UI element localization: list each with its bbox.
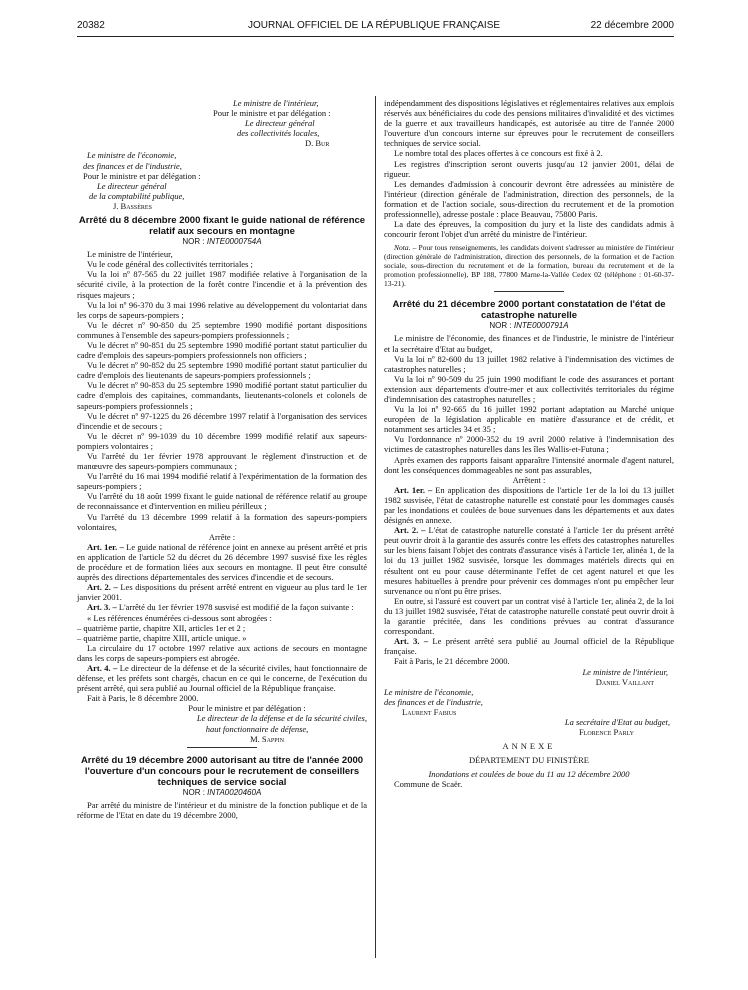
header-rule	[77, 36, 674, 37]
signing-date: Fait à Paris, le 21 décembre 2000.	[394, 656, 510, 667]
signature-economy-minister: Le ministre de l'économie, des finances et de l'industrie, Laurent Fabius	[384, 686, 483, 717]
issue-date: 22 décembre 2000	[590, 20, 674, 31]
signature-defense: Pour le ministre et par délégation : Le directeur de la défense et de la sécurité civiles, haut fonctionnaire de défense, M. Sappin	[188, 703, 367, 744]
article-3: Art. 3. – Le présent arrêté sera publié au Journal officiel de la République française.	[384, 636, 675, 657]
column-divider	[375, 96, 376, 958]
left-column: Le ministre de l'intérieur, Pour le ministre et par délégation : Le directeur général des collectivités locales, D. Bur Le ministre de l'économie, des finances et de l'industrie, Pour le ministre et par délégation : Le directeur général de la comptabilité publique, J. Bassères Arrêté du 8 décembre 2000 fixant le guide national de référence relatif aux secours en montagne NOR : INTE0000754A Le ministre de l'intérieur, Vu le code général des collectivités territoriales ; Vu la loi nº 87-565 du 22 juillet 1987 modifiée relative à l'organisation de la sécurité civile, à la protection de la forêt contre l'incendie et à la prévention des risques majeurs ; Vu la loi nº 96-370 du 3 mai 1996 relative au développement du volontariat dans les corps de sapeurs-pompiers ; Vu le décret nº 90-850 du 25 septembre 1990 modifié portant dispositions communes à l'ensemble des sapeurs-pompiers professionnels ; Vu le décret nº 90-851 du 25 septembre 1990 modifié portant statut particulier du cadre d'emplois des sapeurs-pompiers professionnels non officiers ; Vu le décret nº 90-852 du 25 septembre 1990 modifié portant statut particulier du cadre d'emplois des lieutenants de sapeurs-pompiers professionnels ; Vu le décret nº 90-853 du 25 septembre 1990 modifié portant statut particulier du cadre d'emplois des capitaines, commandants, lieutenants-colonels et colonels de sapeurs-pompiers professionnels ; Vu le décret nº 97-1225 du 26 décembre 1997 relatif à l'organisation des services d'incendie et de secours ; Vu le décret nº 99-1039 du 10 décembre 1999 modifié relatif aux sapeurs-pompiers volontaires ; Vu l'arrêté du 1er février 1978 approuvant le règlement d'instruction et de manœuvre des sapeurs-pompiers communaux ; Vu l'arrêté du 16 mai 1994 modifié relatif à l'expérimentation de la formation des sapeurs-pompiers ; Vu l'arrêté du 18 août 1999 fixant le guide national de référence relatif au groupe de reconnaissance et d'intervention en milieu périlleux ; Vu l'arrêté du 13 décembre 1999 relatif à la formation des sapeurs-pompiers volontaires, Arrête : Art. 1er. – Le guide national de référence joint en annexe au présent arrêté et pris en application de l'article 52 du décret du 26 décembre 1997 susvisé fixe les règles de procédure et de formation liées aux secours en montagne. Il peut être consulté auprès des directions départementales des services d'incendie et de secours. Art. 2. – Les dispositions du présent arrêté entrent en vigueur au plus tard le 1er janvier 2001. Art. 3. – L'arrêté du 1er février 1978 susvisé est modifié de la façon suivante : « Les références énumérées ci-dessous sont abrogées : – quatrième partie, chapitre XII, articles 1er et 2 ; – quatrième partie, chapitre XIII, article unique. » La circulaire du 17 octobre 1997 relative aux actions de secours en montagne dans les corps de sapeurs-pompiers est abrogée. Art. 4. – Le directeur de la défense et de la sécurité civiles, haut fonctionnaire de défense, et les préfets sont chargés, chacun en ce qui le concerne, de l'exécution du présent arrêté, qui sera publié au Journal officiel de la République française. Fait à Paris, le 8 décembre 2000. Pour le ministre et par délégation : Le directeur de la défense et de la sécurité civiles, haut fonctionnaire de défense, M. Sappin Arrêté du 19 décembre 2000 autorisant au titre de l'année 2000 l'ouverture d'un concours pour le recrutement de conseillers techniques de service social NOR : INTA0020460A Par arrêté du ministre de l'intérieur et du ministre de la fonction publique et de la réforme de l'Etat en date du 19 décembre 2000,	[77, 98, 368, 820]
separator	[187, 747, 257, 748]
page-number: 20382	[77, 20, 105, 31]
decree-title-natural-disaster: Arrêté du 21 décembre 2000 portant constatation de l'état de catastrophe naturelle	[392, 299, 666, 322]
journal-title: JOURNAL OFFICIEL DE LA RÉPUBLIQUE FRANÇAISE	[247, 20, 501, 31]
event-description: Inondations et coulées de boue du 11 au 12 décembre 2000	[428, 769, 630, 780]
annex-heading: ANNEXE	[502, 741, 556, 752]
decree-title-recruitment: Arrêté du 19 décembre 2000 autorisant au titre de l'année 2000 l'ouverture d'un concours pour le recrutement de conseillers techniques de service social	[80, 754, 364, 788]
signature-interior: Le ministre de l'intérieur, Pour le ministre et par délégation : Le directeur général des collectivités locales, D. Bur	[213, 98, 331, 149]
department-heading: DÉPARTEMENT DU FINISTÈRE	[469, 755, 589, 766]
decree-title-mountain-rescue: Arrêté du 8 décembre 2000 fixant le guide national de référence relatif aux secours en montagne	[78, 215, 366, 238]
nor-reference: NOR : INTE0000754A	[182, 237, 262, 247]
right-column: indépendamment des dispositions législatives et réglementaires relatives aux emplois réservés aux bénéficiaires du code des pensions militaires d'invalidité et des victimes de la guerre et aux travailleurs handicapés, est autorisée au titre de l'année 2000 l'ouverture d'un concours interne sur épreuves pour le recrutement de conseillers techniques de service social. Le nombre total des places offertes à ce concours est fixé à 2. Les registres d'inscription seront ouverts jusqu'au 12 janvier 2001, délai de rigueur. Les demandes d'admission à concourir devront être adressées au ministère de l'intérieur (direction générale de l'administration, direction des personnels, de la formation et de l'action sociale, sous-direction du recrutement et de la promotion professionnelle), adresse postale : place Beauvau, 75800 Paris. La date des épreuves, la composition du jury et la liste des candidats admis à concourir feront l'objet d'un arrêté du ministre de l'intérieur. Nota. – Pour tous renseignements, les candidats doivent s'adresser au ministère de l'intérieur (direction générale de l'administration, direction des personnels, de la formation et de l'action sociale, sous-direction du recrutement et de la formation, bureau du recrutement et de la promotion professionnelle), BP 188, 77800 Marne-la-Vallée Cedex 02 (téléphone : 01-60-37-13-21). Arrêté du 21 décembre 2000 portant constatation de l'état de catastrophe naturelle NOR : INTE0000791A Le ministre de l'économie, des finances et de l'industrie, le ministre de l'intérieur et la secrétaire d'Etat au budget, Vu la loi nº 82-600 du 13 juillet 1982 relative à l'indemnisation des victimes de catastrophes naturelles ; Vu la loi nº 90-509 du 25 juin 1990 modifiant le code des assurances et portant extension aux départements d'outre-mer et aux collectivités territoriales du régime d'indemnisation des catastrophes naturelles ; Vu la loi nº 92-665 du 16 juillet 1992 portant adaptation au Marché unique européen de la législation applicable en matière d'assurance et de crédit, et notamment ses articles 34 et 35 ; Vu l'ordonnance nº 2000-352 du 19 avril 2000 relative à l'indemnisation des victimes de catastrophes naturelles dans les îles Wallis-et-Futuna ; Après examen des rapports faisant apparaître l'intensité anormale d'agent naturel, dont les conséquences dommageables ne sont pas assurables, Arrêtent : Art. 1er. – En application des dispositions de l'article 1er de la loi du 13 juillet 1982 susvisée, l'état de catastrophe naturelle est constaté pour les dommages causés par les inondations et coulées de boue survenues dans les départements et aux dates désignés en annexe. Art. 2. – L'état de catastrophe naturelle constaté à l'article 1er du présent arrêté peut ouvrir droit à la garantie des assurés contre les effets des catastrophes naturelles sur les biens faisant l'objet des contrats d'assurance visés à l'article 1er, alinéa 1, de la loi du 13 juillet 1982 susvisée, lorsque les dommages matériels directs qui en résultent ont eu pour cause déterminante l'effet de cet agent naturel et que les mesures habituelles à prendre pour prévenir ces dommages n'ont pu empêcher leur survenance ou n'ont pu être prises. En outre, si l'assuré est couvert par un contrat visé à l'article 1er, alinéa 2, de la loi du 13 juillet 1982 susvisée, l'état de catastrophe naturelle constaté peut ouvrir droit à la garantie précitée, dans les conditions prévues au contrat d'assurance correspondant. Art. 3. – Le présent arrêté sera publié au Journal officiel de la République française. Fait à Paris, le 21 décembre 2000. Le ministre de l'intérieur, Daniel Vaillant Le ministre de l'économie, des finances et de l'industrie, Laurent Fabius La secrétaire d'Etat au budget, Florence Parly ANNEXE DÉPARTEMENT DU FINISTÈRE Inondations et coulées de boue du 11 au 12 décembre 2000 Commune de Scaër.	[384, 98, 675, 790]
arretent-heading: Arrêtent :	[512, 474, 546, 485]
signing-date: Fait à Paris, le 8 décembre 2000.	[87, 693, 199, 704]
separator	[494, 291, 564, 292]
nor-reference: NOR : INTE0000791A	[489, 321, 569, 331]
article-2: Art. 2. – Les dispositions du présent arrêté entrent en vigueur au plus tard le 1er janvier 2001.	[77, 582, 368, 603]
nor-reference: NOR : INTA0020460A	[182, 787, 262, 797]
signature-budget-secretary: La secrétaire d'Etat au budget, Florence Parly	[564, 716, 670, 738]
signature-interior-minister: Le ministre de l'intérieur, Daniel Vaillant	[582, 666, 668, 687]
article-1: Art. 1er. – Le guide national de référence joint en annexe au présent arrêté et pris en application de l'article 52 du décret du 26 décembre 1997 susvisé fixe les règles de procédure et de formation liées aux secours en montagne. Il peut être consulté auprès des directions départementales des services d'incendie et de secours.	[77, 541, 368, 583]
signature-economy: Le ministre de l'économie, des finances et de l'industrie, Pour le ministre et par délégation : Le directeur général de la comptabilité publique, J. Bassères	[83, 150, 201, 211]
article-3: Art. 3. – L'arrêté du 1er février 1978 susvisé est modifié de la façon suivante :	[87, 602, 354, 613]
article-4: Art. 4. – Le directeur de la défense et de la sécurité civiles, haut fonctionnaire de défense, et les préfets sont chargés, chacun en ce qui le concerne, de l'exécution du présent arrêté, qui sera publié au Journal officiel de la République française.	[77, 662, 367, 694]
nota: Nota. – Pour tous renseignements, les candidats doivent s'adresser au ministère de l'intérieur (direction générale de l'administration, direction des personnels, de la formation et de l'action sociale, sous-direction du recrutement et de la formation, bureau du recrutement et de la promotion professionnelle), BP 188, 77800 Marne-la-Vallée Cedex 02 (téléphone : 01-60-37-13-21).	[384, 243, 674, 289]
article-2: Art. 2. – L'état de catastrophe naturelle constaté à l'article 1er du présent arrêté peut ouvrir droit à la garantie des assurés contre les effets des catastrophes naturelles sur les biens faisant l'objet des contrats d'assurance visés à l'article 1er, alinéa 1, de la loi du 13 juillet 1982 susvisée, lorsque les dommages matériels directs qui en résultent ont eu pour cause déterminante l'effet de cet agent naturel et que les mesures habituelles à prendre pour prévenir ces dommages n'ont pu empêcher leur survenance ou n'ont pu être prises.	[384, 525, 674, 596]
arrete-heading: Arrête :	[208, 531, 236, 542]
article-1: Art. 1er. – En application des dispositions de l'article 1er de la loi du 13 juillet 1982 susvisée, l'état de catastrophe naturelle est constaté pour les dommages causés par les inondations et coulées de boue survenues dans les départements et aux dates désignés en annexe.	[384, 484, 675, 526]
commune: Commune de Scaër.	[394, 779, 463, 790]
